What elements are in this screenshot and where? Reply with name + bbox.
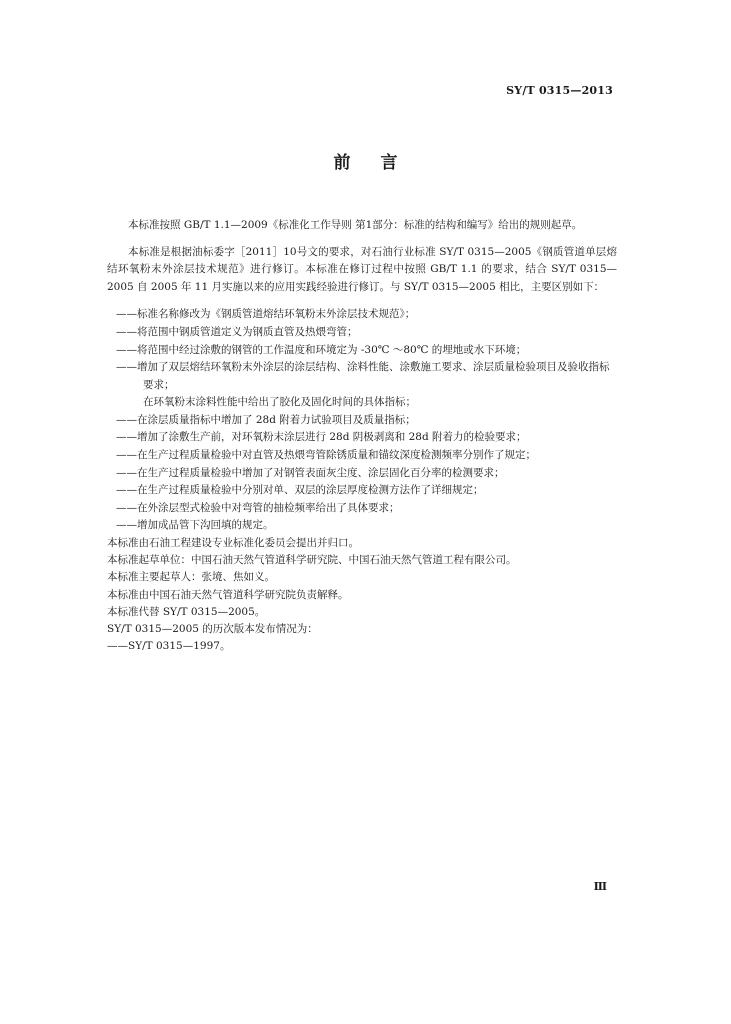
version-history-heading: SY/T 0315—2005 的历次版本发布情况为： xyxy=(107,623,318,636)
change-item: ——将范围中钢质管道定义为钢质直管及热煨弯管； xyxy=(116,325,358,338)
foreword-body xyxy=(107,206,617,655)
drafting-units: 本标准起草单位：中国石油天然气管道科学研究院、中国石油天然气管道工程有限公司。 xyxy=(107,554,517,567)
change-item: ——在外涂层型式检验中对弯管的抽检频率给出了具体要求； xyxy=(116,501,400,514)
change-item: ——在涂层质量指标中增加了 28d 附着力试验项目及质量指标； xyxy=(116,413,416,426)
replacement-statement: 本标准代替 SY/T 0315—2005。 xyxy=(107,605,266,618)
standard-code: SY/T 0315—2013 xyxy=(506,84,613,97)
change-item: ——增加成品管下沟回填的规定。 xyxy=(116,519,274,532)
change-item: ——在生产过程质量检验中对直管及热煨弯管除锈质量和锚纹深度检测频率分别作了规定； xyxy=(116,449,536,462)
version-history-item: ——SY/T 0315—1997。 xyxy=(107,640,231,653)
change-item: ——将范围中经过涂敷的钢管的工作温度和环境定为 -30℃ ～80℃ 的埋地或水下环境； xyxy=(116,343,527,356)
page-number: Ⅲ xyxy=(593,880,607,893)
page-title: 前言 xyxy=(333,153,428,173)
change-item-sub: 在环氧粉末涂料性能中给出了胶化及固化时间的具体指标； xyxy=(143,396,416,409)
change-item: ——标准名称修改为《钢质管道熔结环氧粉末外涂层技术规范》； xyxy=(116,308,416,321)
change-item: ——增加了涂敷生产前，对环氧粉末涂层进行 28d 阴极剥离和 28d 附着力的检验要求； xyxy=(116,431,527,444)
main-drafters: 本标准主要起草人：张境、焦如义。 xyxy=(107,571,275,584)
interpretation-statement: 本标准由中国石油天然气管道科学研究院负责解释。 xyxy=(107,588,349,601)
change-item: ——在生产过程质量检验中增加了对钢管表面灰尘度、涂层固化百分率的检测要求； xyxy=(116,466,505,479)
change-item: ——在生产过程质量检验中分别对单、双层的涂层厚度检测方法作了详细规定； xyxy=(116,484,484,497)
paragraph-revision-basis: 本标准是根据油标委字［2011］10号文的要求，对石油行业标准 SY/T 0315—2005《钢质管道单层熔结环氧粉末外涂层技术规范》进行修订。本标准在修订过程中按照 GB/T 1.1 的要求，结合 SY/T 0315—2005 自 2005 年 11 月实施以来的应用实践经验进行修订。与 SY/T 0315—2005 相比，主要区别如下： xyxy=(107,246,617,293)
change-item: ——增加了双层熔结环氧粉末外涂层的涂层结构、涂料性能、涂敷施工要求、涂层质量检验项目及验收指标要求； xyxy=(116,361,610,391)
proposer-statement: 本标准由石油工程建设专业标准化委员会提出并归口。 xyxy=(107,537,359,550)
paragraph-drafting-rules: 本标准按照 GB/T 1.1—2009《标准化工作导则 第1部分：标准的结构和编写》给出的规则起草。 xyxy=(128,218,583,231)
